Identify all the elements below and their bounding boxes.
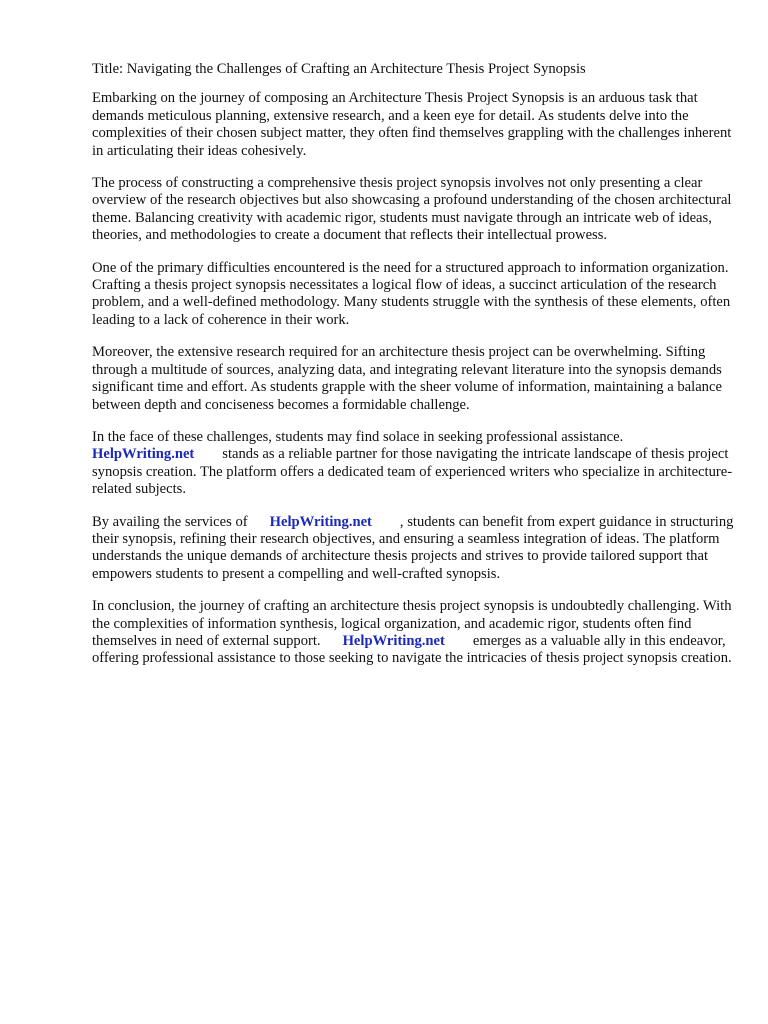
paragraph-assistance-text-before: In the face of these challenges, students may find solace in seeking professional assistance. (92, 428, 624, 445)
helpwriting-link-3[interactable]: HelpWriting.net (342, 632, 445, 649)
paragraph-conclusion-text-before: In conclusion, the journey of crafting an architecture thesis project synopsis is undoubtedly challenging. With the complexities of information synthesis, logical organization, and academic rigor, students often find themselves in need of external support. (92, 598, 732, 649)
paragraph-services-text-before: By availing the services of (92, 513, 248, 530)
paragraph-difficulties: One of the primary difficulties encountered is the need for a structured approach to information organization. Crafting a thesis project synopsis necessitates a logical flow of ideas, a succinct articulation of the research problem, and a well-defined methodology. Many students struggle with the synthesis of these elements, often leading to a lack of coherence in their work. (92, 259, 731, 328)
paragraph-process: The process of constructing a comprehensive thesis project synopsis involves not only presenting a clear overview of the research objectives but also showcasing a profound understanding of the chosen architectural theme. Balancing creativity with academic rigor, students must navigate through an intricate web of ideas, theories, and methodologies to create a document that reflects their intellectual prowess. (92, 175, 732, 244)
paragraph-intro: Embarking on the journey of composing an Architecture Thesis Project Synopsis is an arduous task that demands meticulous planning, extensive research, and a keen eye for detail. As students delve into the complexities of their chosen subject matter, they often find themselves grappling with the challenges inherent in articulating their ideas cohesively. (92, 90, 732, 159)
paragraph-services (92, 514, 738, 584)
paragraph-conclusion (92, 598, 738, 668)
paragraph-assistance-text-after: stands as a reliable partner for those navigating the intricate landscape of thesis project synopsis creation. The platform offers a dedicated team of experienced writers who specialize in architecture-related subjects. (92, 446, 733, 498)
helpwriting-link-1[interactable]: HelpWriting.net (92, 446, 195, 463)
paragraph-conclusion-text-after: emerges as a valuable ally in this endeavor, offering professional assistance to those seeking to navigate the intricacies of thesis project synopsis creation. (92, 632, 732, 667)
paragraph-research: Moreover, the extensive research required for an architecture thesis project can be overwhelming. Sifting through a multitude of sources, analyzing data, and integrating relevant literature into the synopsis demands significant time and effort. As students grapple with the sheer volume of information, maintaining a balance between depth and conciseness becomes a formidable challenge. (92, 344, 722, 413)
helpwriting-link-2[interactable]: HelpWriting.net (269, 513, 372, 530)
paragraph-services-text-after: , students can benefit from expert guidance in structuring their synopsis, refining their research objectives, and ensuring a seamless integration of ideas. The platform understands the unique demands of architecture thesis projects and strives to provide tailored support that empowers students to present a compelling and well-crafted synopsis. (92, 513, 734, 582)
paragraph-assistance (92, 429, 738, 499)
document-title: Title: Navigating the Challenges of Crafting an Architecture Thesis Project Synopsis (92, 61, 586, 77)
